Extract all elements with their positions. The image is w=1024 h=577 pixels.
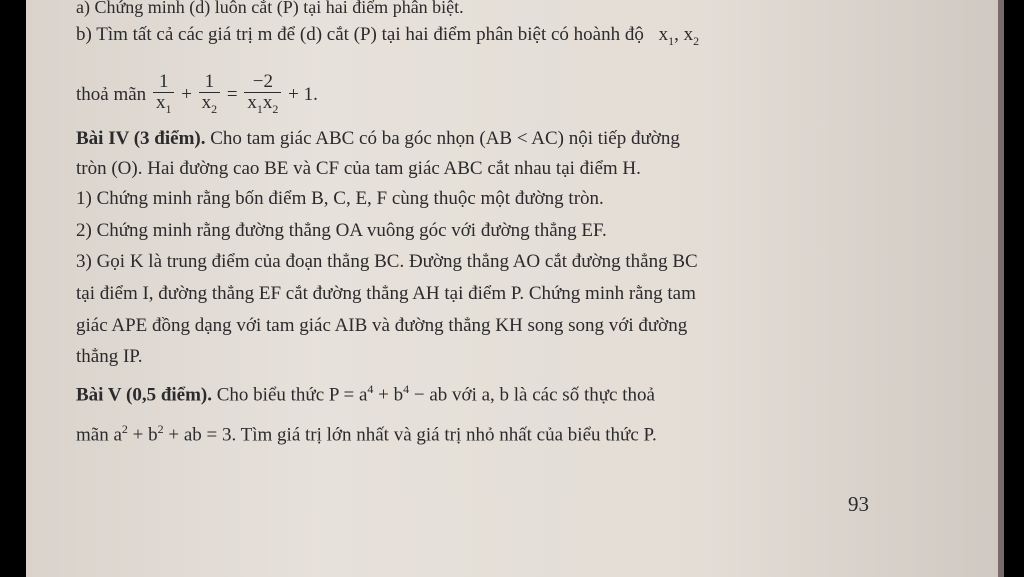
- bai-iv-line-2: tròn (O). Hai đường cao BE và CF của tam giác ABC cắt nhau tại điểm H.: [76, 158, 641, 179]
- textbook-page: [26, 0, 998, 577]
- condition-line: thoả mãn $\frac{1}{x_1}$ + $\frac{1}{x_2}$ = $\frac{-2}{x_1x_2}$ + 1.: [76, 72, 318, 119]
- bai-iv-item-1: 1) Chứng minh rằng bốn điểm B, C, E, F cùng thuộc một đường tròn.: [76, 188, 604, 209]
- bai-iv-item-3-cont-1: tại điểm I, đường thẳng EF cắt đường thẳng AH tại điểm P. Chứng minh rằng tam: [76, 283, 696, 304]
- bai-v-title: Bài V (0,5 điểm).: [76, 384, 212, 406]
- bai-iv-item-3-cont-2: giác APE đồng dạng với tam giác AIB và đường thẳng KH song song với đường: [76, 315, 688, 336]
- bai-iv-title: Bài IV (3 điểm).: [76, 128, 206, 149]
- fraction-minus2-over-x1x2: $\frac{-2}{x_1x_2}$: [244, 72, 281, 119]
- bai-iv-item-2: 2) Chứng minh rằng đường thẳng OA vuông góc với đường thẳng EF.: [76, 220, 607, 241]
- part-b-text: b) Tìm tất cả các giá trị m để (d) cắt (P) tại hai điểm phân biệt có hoành độ: [76, 24, 644, 45]
- fraction-1-over-x2: $\frac{1}{x_2}$: [199, 72, 221, 119]
- bai-iv-intro: Cho tam giác ABC có ba góc nhọn (AB < AC) nội tiếp đường: [205, 128, 680, 149]
- bai-iv-item-3: 3) Gọi K là trung điểm của đoạn thẳng BC. Đường thẳng AO cắt đường thẳng BC: [76, 251, 698, 272]
- bai-v-heading-line: Bài V (0,5 điểm). Cho biểu thức $P = a^4 + b^4$ − ab với a, b là các số thực thoả: [76, 382, 655, 406]
- condition-tail: + 1.: [288, 83, 318, 105]
- part-a-text: a) Chứng minh (d) luôn cắt (P) tại hai điểm phân biệt.: [76, 0, 464, 17]
- bai-iv-item-3-cont-3: thẳng IP.: [76, 346, 143, 367]
- roots-x1-x2: $x_1$, $x_2$: [658, 24, 700, 48]
- page-number: 93: [848, 492, 869, 516]
- part-a-line: [76, 0, 464, 18]
- page-edge: [998, 0, 1004, 577]
- condition-label: thoả mãn: [76, 83, 147, 105]
- bai-iv-heading-line: [76, 128, 680, 150]
- part-b-line: [76, 24, 699, 52]
- fraction-1-over-x1: $\frac{1}{x_1}$: [153, 72, 175, 119]
- bai-v-line-2: mãn $a^2 + b^2$ + ab = 3. Tìm giá trị lớn nhất và giá trị nhỏ nhất của biểu thức P.: [76, 422, 657, 446]
